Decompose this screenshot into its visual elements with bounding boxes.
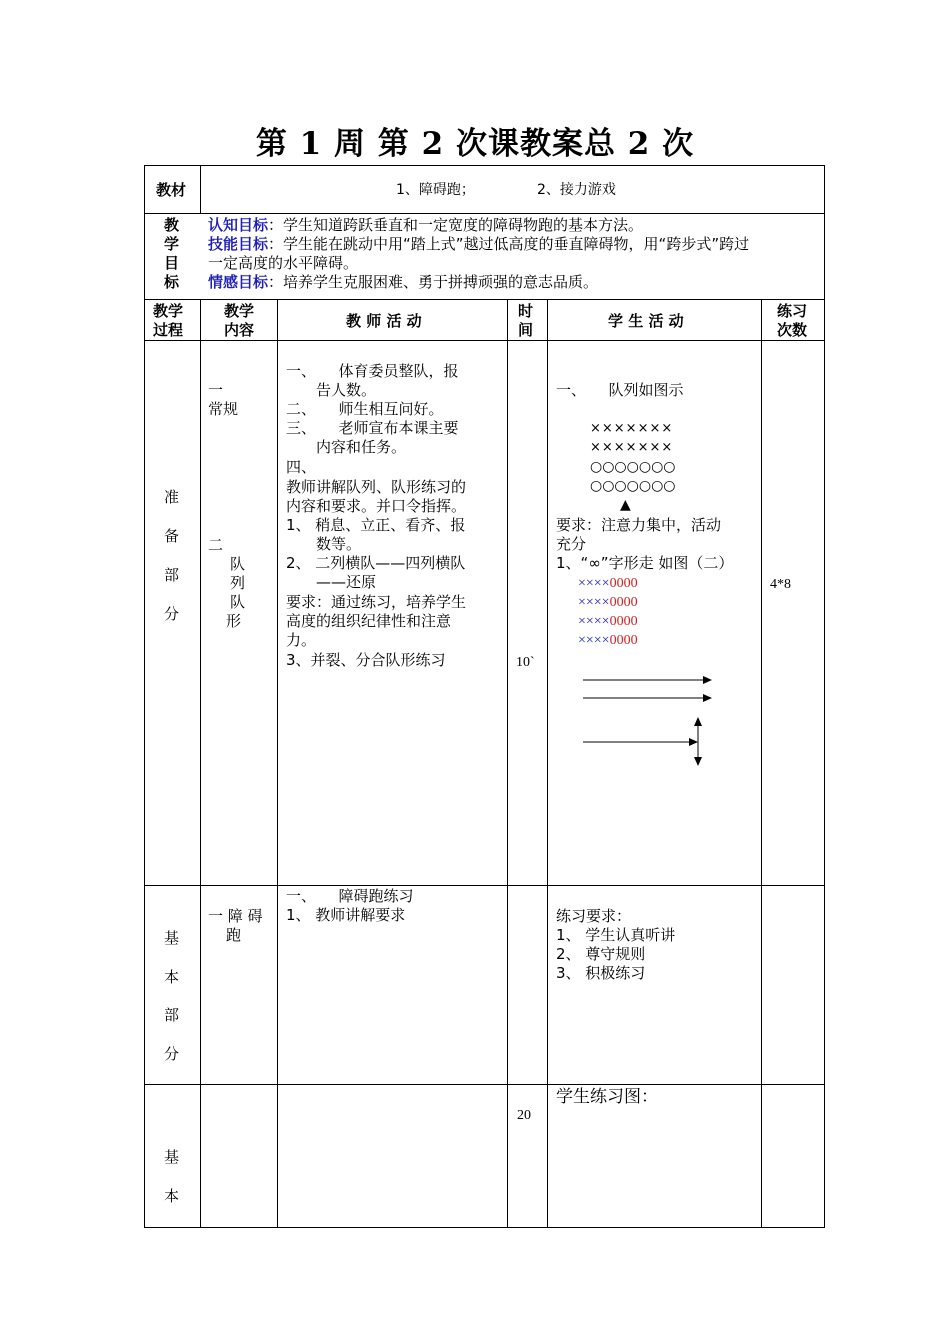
- formation-row-x1: ×××××××: [590, 421, 674, 436]
- header-teacher: 教 师 活 动: [346, 312, 422, 330]
- basic2-time: 20: [517, 1108, 531, 1123]
- formation-row-o2: ○○○○○○○: [590, 478, 676, 494]
- header-student: 学 生 活 动: [608, 312, 684, 330]
- goal-cognitive-label: 认知目标: [208, 216, 269, 234]
- goal-emotion: 情感目标：培养学生克服困难、勇于拼搏顽强的意志品质。: [208, 273, 599, 291]
- page-title: 第 1 周 第 2 次课教案总 2 次: [255, 126, 695, 162]
- prep-time: 10`: [516, 655, 535, 670]
- prep-figure-line: 1、“∞”字形走 如图（二）: [556, 554, 734, 572]
- goal-emotion-label: 情感目标: [208, 273, 269, 291]
- goal-skill-cont: 一定高度的水平障碍。: [208, 254, 359, 272]
- teacher-marker-icon: ▲: [620, 497, 631, 513]
- basic2-student-title: 学生练习图：: [556, 1087, 658, 1107]
- movement-arrows-diagram: [575, 665, 725, 775]
- goal-cognitive: 认知目标：学生知道跨跃垂直和一定宽度的障碍物跑的基本方法。: [208, 216, 644, 234]
- materials-label: 教材: [156, 181, 187, 199]
- materials-item-1: 1、障碍跑；: [396, 182, 475, 198]
- prep-student-req-2: 充分: [556, 535, 587, 553]
- formation-row-x2: ×××××××: [590, 440, 674, 455]
- formation-row-o1: ○○○○○○○: [590, 459, 676, 475]
- prep-student-req-1: 要求：注意力集中，活动: [556, 516, 722, 534]
- prep-student-title: 一、 队列如图示: [556, 381, 684, 399]
- prep-practice-count: 4*8: [770, 577, 791, 592]
- goal-skill-label: 技能目标: [208, 235, 269, 253]
- materials-item-2: 2、接力游戏: [537, 182, 616, 198]
- goal-skill: 技能目标：学生能在跳动中用“踏上式”越过低高度的垂直障碍物，用“跨步式”跨过: [208, 235, 750, 253]
